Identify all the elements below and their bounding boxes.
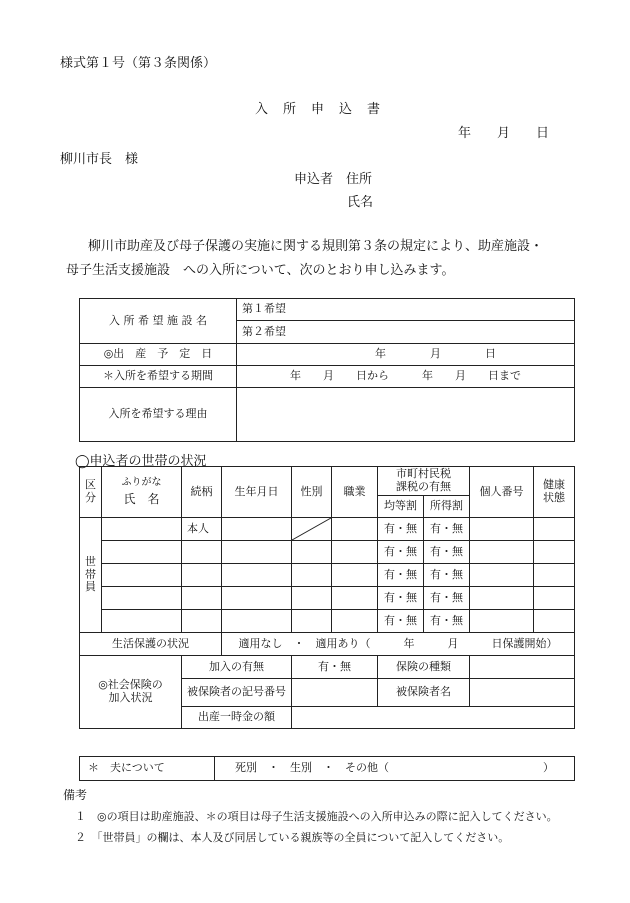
sex-cell[interactable] bbox=[292, 564, 332, 587]
my-number-cell[interactable] bbox=[470, 564, 534, 587]
tax-equal-cell[interactable]: 有・無 bbox=[378, 587, 424, 610]
notes-title: 備考 bbox=[63, 788, 88, 802]
occupation-cell[interactable] bbox=[332, 610, 378, 633]
relation-cell[interactable] bbox=[182, 587, 222, 610]
welfare-label: 生活保護の状況 bbox=[80, 633, 222, 656]
lump-sum-field[interactable] bbox=[292, 707, 575, 729]
my-number-cell[interactable] bbox=[470, 518, 534, 541]
addressee: 柳川市長 様 bbox=[60, 152, 139, 167]
welfare-field[interactable]: 適用なし ・ 適用あり（ 年 月 日保護開始） bbox=[222, 633, 575, 656]
name-cell[interactable] bbox=[102, 587, 182, 610]
insured-name-label: 被保険者名 bbox=[378, 679, 470, 707]
name-cell[interactable] bbox=[102, 541, 182, 564]
husband-field[interactable]: 死別 ・ 生別 ・ その他（ ） bbox=[215, 757, 575, 781]
my-number-cell[interactable] bbox=[470, 610, 534, 633]
birthdate-cell[interactable] bbox=[222, 541, 292, 564]
sex-cell-crossed bbox=[292, 518, 332, 541]
name-header bbox=[102, 467, 182, 518]
table-row bbox=[80, 541, 575, 564]
occupation-cell[interactable] bbox=[332, 564, 378, 587]
tax-income-cell[interactable]: 有・無 bbox=[424, 610, 470, 633]
name-cell[interactable] bbox=[102, 564, 182, 587]
insurance-join-label: 加入の有無 bbox=[182, 656, 292, 679]
facility-choice-2[interactable]: 第２希望 bbox=[237, 321, 575, 344]
tax-equal-cell[interactable]: 有・無 bbox=[378, 518, 424, 541]
page-title: 入 所 申 込 書 bbox=[255, 102, 382, 117]
tax-income-header: 所得割 bbox=[424, 496, 470, 518]
reason-field[interactable] bbox=[237, 388, 575, 442]
due-date-field[interactable]: 年 月 日 bbox=[237, 344, 575, 366]
reason-label: 入所を希望する理由 bbox=[80, 388, 237, 442]
household-table bbox=[79, 466, 575, 729]
sex-cell[interactable] bbox=[292, 541, 332, 564]
insurance-label: ◎社会保険の加入状況 bbox=[80, 656, 182, 729]
members-label: 世帯員 bbox=[80, 518, 102, 633]
insured-name-field[interactable] bbox=[470, 679, 575, 707]
relation-cell[interactable] bbox=[182, 541, 222, 564]
period-field[interactable]: 年 月 日から 年 月 日まで bbox=[237, 366, 575, 388]
relation-header: 続柄 bbox=[182, 467, 222, 518]
sex-cell[interactable] bbox=[292, 587, 332, 610]
birthdate-cell[interactable] bbox=[222, 587, 292, 610]
applicant-address-label: 申込者 住所 bbox=[294, 172, 373, 187]
insured-number-field[interactable] bbox=[292, 679, 378, 707]
form-number: 様式第１号（第３条関係） bbox=[60, 56, 217, 71]
health-cell[interactable] bbox=[534, 564, 575, 587]
facility-choice-1[interactable]: 第１希望 bbox=[237, 299, 575, 321]
my-number-header: 個人番号 bbox=[470, 467, 534, 518]
tax-equal-cell[interactable]: 有・無 bbox=[378, 541, 424, 564]
tax-equal-cell[interactable]: 有・無 bbox=[378, 564, 424, 587]
period-label: ＊入所を希望する期間 bbox=[80, 366, 237, 388]
occupation-cell[interactable] bbox=[332, 541, 378, 564]
lump-sum-label: 出産一時金の額 bbox=[182, 707, 292, 729]
insured-number-label: 被保険者の記号番号 bbox=[182, 679, 292, 707]
occupation-header: 職業 bbox=[332, 467, 378, 518]
health-cell[interactable] bbox=[534, 610, 575, 633]
intro-line-1: 柳川市助産及び母子保護の実施に関する規則第３条の規定により、助産施設・ bbox=[88, 239, 544, 254]
facility-table bbox=[79, 298, 575, 442]
health-cell[interactable] bbox=[534, 587, 575, 610]
birthdate-cell[interactable] bbox=[222, 564, 292, 587]
note-2: ２ 「世帯員」の欄は、本人及び同居している親族等の全員について記入してください。 bbox=[75, 831, 510, 844]
my-number-cell[interactable] bbox=[470, 541, 534, 564]
name-label: 氏 名 bbox=[123, 491, 160, 506]
birthdate-cell[interactable] bbox=[222, 610, 292, 633]
table-row bbox=[80, 518, 575, 541]
applicant-name-label: 氏名 bbox=[347, 195, 374, 210]
facility-label: 入 所 希 望 施 設 名 bbox=[80, 299, 237, 344]
birthdate-cell[interactable] bbox=[222, 518, 292, 541]
tax-income-cell[interactable]: 有・無 bbox=[424, 564, 470, 587]
occupation-cell[interactable] bbox=[332, 587, 378, 610]
kubun-header: 区分 bbox=[80, 467, 102, 518]
insurance-type-field[interactable] bbox=[470, 656, 575, 679]
due-date-label: ◎出 産 予 定 日 bbox=[80, 344, 237, 366]
date-line: 年 月 日 bbox=[458, 126, 550, 141]
tax-header: 市町村民税課税の有無 bbox=[378, 467, 470, 496]
insurance-join-field[interactable]: 有・無 bbox=[292, 656, 378, 679]
birthdate-header: 生年月日 bbox=[222, 467, 292, 518]
note-1: １ ◎の項目は助産施設、＊の項目は母子生活支援施設への入所申込みの際に記入してください。 bbox=[75, 810, 558, 823]
sex-header: 性別 bbox=[292, 467, 332, 518]
tax-equal-cell[interactable]: 有・無 bbox=[378, 610, 424, 633]
household-section-title: ◯申込者の世帯の状況 bbox=[75, 454, 207, 469]
relation-self: 本人 bbox=[182, 518, 222, 541]
relation-cell[interactable] bbox=[182, 610, 222, 633]
tax-equal-header: 均等割 bbox=[378, 496, 424, 518]
furigana-label: ふりがな bbox=[121, 477, 162, 489]
table-row bbox=[80, 564, 575, 587]
tax-income-cell[interactable]: 有・無 bbox=[424, 518, 470, 541]
my-number-cell[interactable] bbox=[470, 587, 534, 610]
sex-cell[interactable] bbox=[292, 610, 332, 633]
table-row bbox=[80, 610, 575, 633]
name-cell[interactable] bbox=[102, 610, 182, 633]
tax-income-cell[interactable]: 有・無 bbox=[424, 541, 470, 564]
occupation-cell[interactable] bbox=[332, 518, 378, 541]
tax-income-cell[interactable]: 有・無 bbox=[424, 587, 470, 610]
health-cell[interactable] bbox=[534, 541, 575, 564]
health-cell[interactable] bbox=[534, 518, 575, 541]
husband-table bbox=[79, 756, 575, 781]
insurance-type-label: 保険の種類 bbox=[378, 656, 470, 679]
relation-cell[interactable] bbox=[182, 564, 222, 587]
name-cell[interactable] bbox=[102, 518, 182, 541]
health-header: 健康状態 bbox=[534, 467, 575, 518]
intro-line-2: 母子生活支援施設 への入所について、次のとおり申し込みます。 bbox=[66, 263, 455, 278]
husband-label: ＊ 夫について bbox=[80, 757, 215, 781]
table-row bbox=[80, 587, 575, 610]
